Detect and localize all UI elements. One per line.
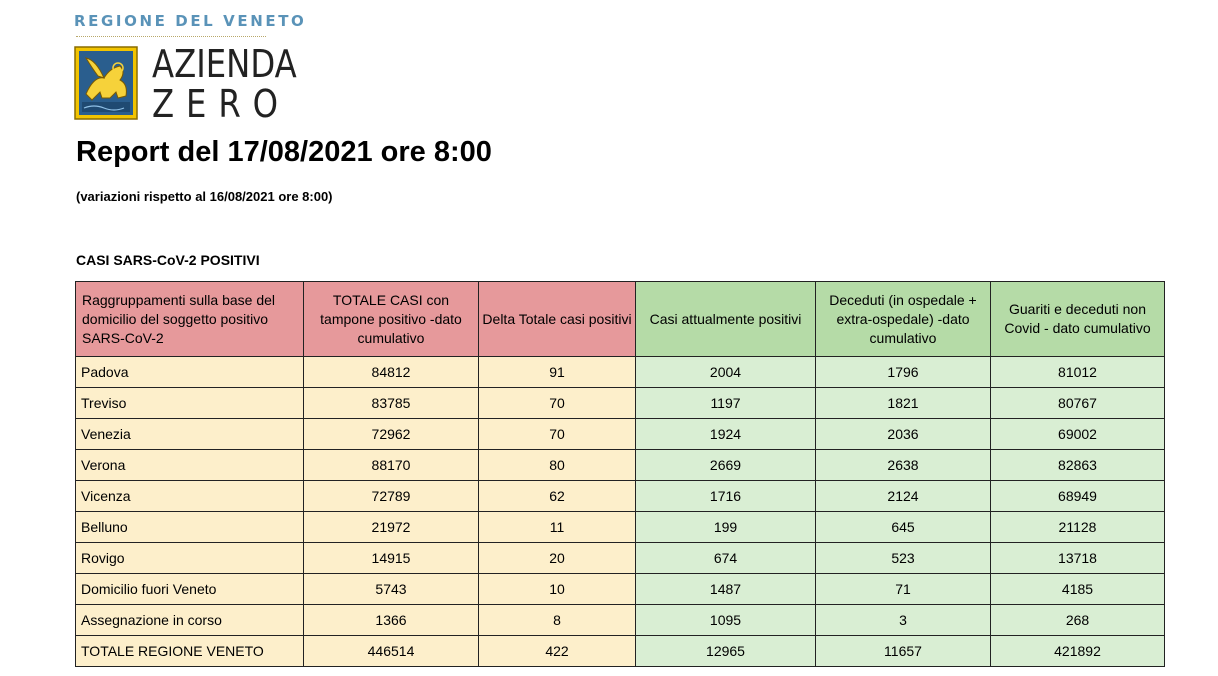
cell-area: Treviso [76, 388, 304, 419]
cell-total-cases: 14915 [304, 543, 479, 574]
cell-currently-positive: 1924 [636, 419, 816, 450]
cell-currently-positive: 1197 [636, 388, 816, 419]
cell-area: Rovigo [76, 543, 304, 574]
header-recovered: Guariti e deceduti non Covid - dato cumulativo [991, 282, 1165, 357]
cell-deceased: 645 [816, 512, 991, 543]
logo-wordmark [152, 44, 297, 124]
cell-deceased: 11657 [816, 636, 991, 667]
header-currently-positive: Casi attualmente positivi [636, 282, 816, 357]
cell-total-cases: 88170 [304, 450, 479, 481]
table-row [76, 388, 1165, 419]
table-row [76, 450, 1165, 481]
cell-area: Domicilio fuori Veneto [76, 574, 304, 605]
header-grouping: Raggruppamenti sulla base del domicilio del soggetto positivo SARS-CoV-2 [76, 282, 304, 357]
cell-deceased: 1821 [816, 388, 991, 419]
cell-total-cases: 1366 [304, 605, 479, 636]
cell-deceased: 1796 [816, 357, 991, 388]
cell-recovered: 268 [991, 605, 1165, 636]
region-label: REGIONE DEL VENETO [74, 12, 307, 30]
section-title: CASI SARS-CoV-2 POSITIVI [76, 252, 260, 268]
cell-total-cases: 72789 [304, 481, 479, 512]
header-deceased: Deceduti (in ospedale + extra-ospedale) -dato cumulativo [816, 282, 991, 357]
table-row [76, 357, 1165, 388]
cell-total-cases: 84812 [304, 357, 479, 388]
cell-delta-total: 70 [479, 419, 636, 450]
cell-recovered: 82863 [991, 450, 1165, 481]
cell-area: Belluno [76, 512, 304, 543]
cell-delta-total: 91 [479, 357, 636, 388]
cell-currently-positive: 2004 [636, 357, 816, 388]
cell-deceased: 71 [816, 574, 991, 605]
logo-divider [76, 36, 266, 37]
cell-currently-positive: 12965 [636, 636, 816, 667]
logo-name-line1: AZIENDA [152, 42, 297, 86]
table-row [76, 419, 1165, 450]
cell-area: Vicenza [76, 481, 304, 512]
cell-delta-total: 8 [479, 605, 636, 636]
cell-delta-total: 422 [479, 636, 636, 667]
logo-name-line2: ZERO [152, 82, 291, 126]
cell-recovered: 68949 [991, 481, 1165, 512]
cell-total-cases: 5743 [304, 574, 479, 605]
lion-of-venice-emblem-icon [74, 46, 138, 120]
cell-area: TOTALE REGIONE VENETO [76, 636, 304, 667]
cell-delta-total: 20 [479, 543, 636, 574]
header-delta-total: Delta Totale casi positivi [479, 282, 636, 357]
positive-cases-table [75, 281, 1165, 667]
cell-currently-positive: 1095 [636, 605, 816, 636]
cell-deceased: 523 [816, 543, 991, 574]
table-row [76, 605, 1165, 636]
cell-delta-total: 80 [479, 450, 636, 481]
table-row [76, 481, 1165, 512]
cell-currently-positive: 674 [636, 543, 816, 574]
cell-area: Venezia [76, 419, 304, 450]
cell-delta-total: 70 [479, 388, 636, 419]
cell-deceased: 3 [816, 605, 991, 636]
cell-recovered: 80767 [991, 388, 1165, 419]
cell-delta-total: 10 [479, 574, 636, 605]
cell-recovered: 21128 [991, 512, 1165, 543]
table-row [76, 574, 1165, 605]
report-subtitle: (variazioni rispetto al 16/08/2021 ore 8:00) [76, 189, 333, 204]
cell-recovered: 4185 [991, 574, 1165, 605]
cell-recovered: 13718 [991, 543, 1165, 574]
cell-recovered: 69002 [991, 419, 1165, 450]
cell-area: Padova [76, 357, 304, 388]
cell-recovered: 421892 [991, 636, 1165, 667]
cell-delta-total: 11 [479, 512, 636, 543]
cell-deceased: 2124 [816, 481, 991, 512]
cell-area: Assegnazione in corso [76, 605, 304, 636]
cell-currently-positive: 1716 [636, 481, 816, 512]
table-row [76, 543, 1165, 574]
report-title: Report del 17/08/2021 ore 8:00 [76, 136, 492, 168]
cell-recovered: 81012 [991, 357, 1165, 388]
cell-deceased: 2638 [816, 450, 991, 481]
cell-total-cases: 72962 [304, 419, 479, 450]
table-row [76, 636, 1165, 667]
cell-area: Verona [76, 450, 304, 481]
cell-total-cases: 446514 [304, 636, 479, 667]
cell-delta-total: 62 [479, 481, 636, 512]
cell-total-cases: 83785 [304, 388, 479, 419]
cell-currently-positive: 2669 [636, 450, 816, 481]
cell-currently-positive: 199 [636, 512, 816, 543]
table-header-row [76, 282, 1165, 357]
table-row [76, 512, 1165, 543]
header-total-cases: TOTALE CASI con tampone positivo -dato cumulativo [304, 282, 479, 357]
cell-total-cases: 21972 [304, 512, 479, 543]
cell-deceased: 2036 [816, 419, 991, 450]
cell-currently-positive: 1487 [636, 574, 816, 605]
